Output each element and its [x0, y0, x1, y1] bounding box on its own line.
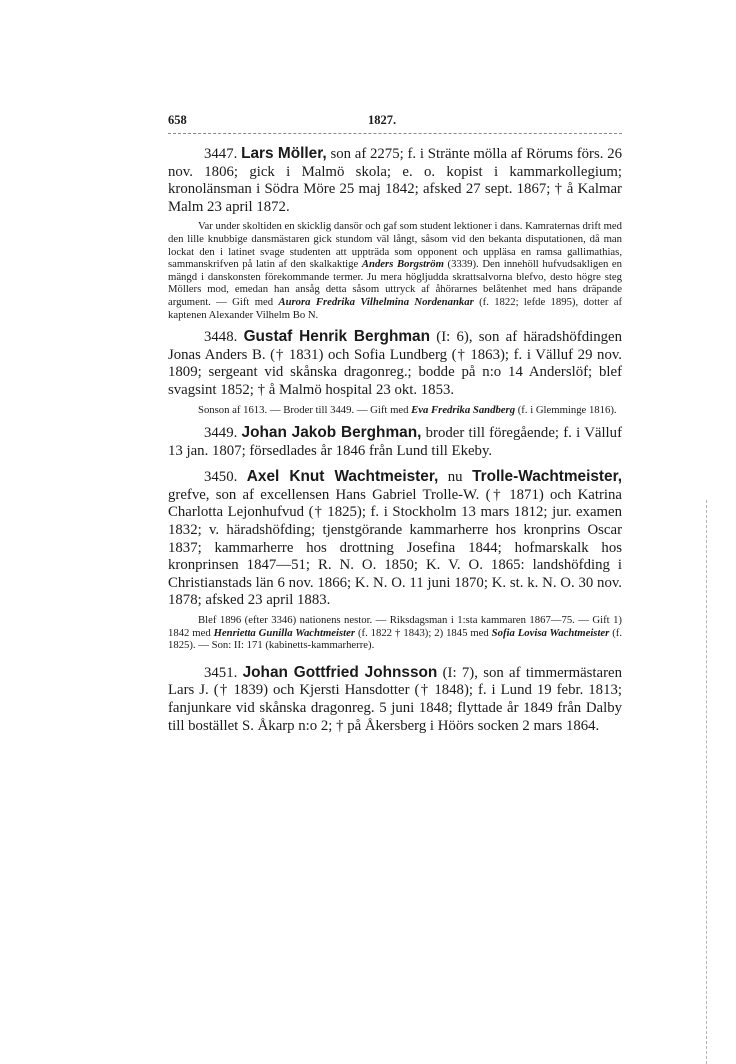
entry-3448: [168, 328, 622, 416]
entry-connector: nu: [447, 469, 463, 486]
header-rule: [168, 133, 622, 134]
entry-3447: [168, 145, 622, 321]
note-text: (f. 1822; lefde 1895), dotter af kaptenen Alexander Vilhelm Bo N.: [168, 295, 623, 321]
person-name-alt: Trolle-Wachtmeister,: [472, 468, 623, 486]
note-italic-name: Eva Fredrika Sandberg: [411, 403, 516, 416]
entry-3451: [168, 664, 622, 735]
person-name: Johan Gottfried Johnsson: [242, 663, 438, 681]
entry-main-text: [168, 468, 622, 610]
entry-main-text: [168, 424, 622, 460]
note-italic-name: Henrietta Gunilla Wachtmeister: [213, 626, 356, 639]
entry-number: 3451.: [204, 664, 238, 681]
page-header: [168, 113, 622, 133]
page-number: 658: [168, 113, 187, 127]
note-text: (f. 1822 † 1843); 2) 1845 med: [357, 626, 489, 639]
note-text: (3339). Den innehöll hufvudsakligen en mängd i danskonsten förekommande termer. Ju mera högljudda skrattsalvorna blefvo, desto högre steg Möllers mod, emedan han ansåg detta såsom uttryck af åhörarnes belåtenhet med hans dräpande argument. — Gift med: [168, 258, 622, 308]
entry-body: grefve, son af excellensen Hans Gabriel Trolle-W. († 1871) och Katrina Charlotta Lejonhufvud († 1825); f. i Stockholm 13 mars 1812; jur. examen 1832; v. häradshöfding; tjenstgörande kammarherre hos kronprins Oscar 1837; kammarherre hos drottning Josefina 1844; hofmarskalk hos kronprinsen 1847—51; R. N. O. 1850; K. V. O. 1865: landshöfding i Christianstads län 6 nov. 1866; K. N. O. 11 juni 1870; K. st. k. N. O. 30 nov. 1878; afsked 23 april 1883.: [168, 486, 622, 609]
person-name: Axel Knut Wachtmeister,: [246, 468, 439, 486]
entry-note: [168, 614, 622, 652]
text-column: [168, 145, 622, 744]
entry-number: 3449.: [204, 425, 238, 442]
person-name: Gustaf Henrik Berghman: [243, 328, 431, 346]
person-name: Johan Jakob Berghman,: [241, 424, 422, 442]
note-italic-name: Aurora Fredrika Vilhelmina Nordenankar: [278, 295, 474, 308]
entry-3450: [168, 468, 622, 652]
note-text: Blef 1896 (efter 3346) nationens nestor. — Riksdagsman i 1:sta kammaren 1867—75. — Gift 1) 1842 med: [168, 614, 622, 639]
entry-note: [168, 404, 622, 417]
note-text: Var under skoltiden en skicklig dansör och gaf som student lektioner i dans. Kamraternas drift med den lille knubbige dansmästaren gick stundom väl långt, såsom vid den bekanta disputationen, då man lockat den i latinet svage studenten att uppträda som opponent och uppläsa en ramsa gallimathias, sammanskrifven på latin af den skalkaktige: [168, 220, 622, 271]
entry-main-text: [168, 664, 622, 735]
entry-note: [168, 220, 622, 321]
note-text: (f. i Glemminge 1816).: [517, 403, 617, 416]
entry-number: 3450.: [204, 469, 238, 486]
scan-edge-line: [706, 500, 707, 1064]
entry-body: broder till föregående; f. i Välluf 13 jan. 1807; försedlades år 1846 från Lund till Ekeby.: [168, 425, 622, 459]
note-text: (f. 1825). — Son: II: 171 (kabinetts-kammarherre).: [168, 626, 623, 652]
entry-body: (I: 7), son af timmermästaren Lars J. († 1839) och Kjersti Hansdotter († 1848); f. i Lund 19 febr. 1813; fanjunkare vid skånska dragonreg. 5 juni 1848; flyttade år 1849 från Dalby till bostället S. Åkarp n:o 2; † på Åkersberg i Höörs socken 2 mars 1864.: [168, 664, 622, 734]
entry-main-text: [168, 328, 622, 399]
entry-main-text: [168, 145, 622, 216]
entry-3449: [168, 424, 622, 460]
entry-body: (I: 6), son af häradshöfdingen Jonas Anders B. († 1831) och Sofia Lundberg († 1863); f. i Välluf 29 nov. 1809; sergeant vid skånska dragonreg.; bodde på n:o 14 Anderslöf; blef svagsint 1852; † å Malmö hospital 23 okt. 1853.: [168, 329, 622, 398]
entry-body: son af 2275; f. i Stränte mölla af Rörums förs. 26 nov. 1806; gick i Malmö skola; e. o. kopist i kammarkollegium; kronolänsman i Södra Möre 25 maj 1842; afsked 27 sept. 1867; † å Kalmar Malm 23 april 1872.: [168, 146, 622, 215]
note-text: Sonson af 1613. — Broder till 3449. — Gift med: [198, 403, 409, 416]
note-italic-name: Anders Borgström: [361, 258, 444, 271]
person-name: Lars Möller,: [241, 145, 327, 162]
entry-number: 3447.: [204, 146, 238, 162]
running-year: 1827.: [368, 113, 397, 127]
note-italic-name: Sofia Lovisa Wachtmeister: [491, 626, 610, 639]
entry-number: 3448.: [204, 329, 238, 346]
